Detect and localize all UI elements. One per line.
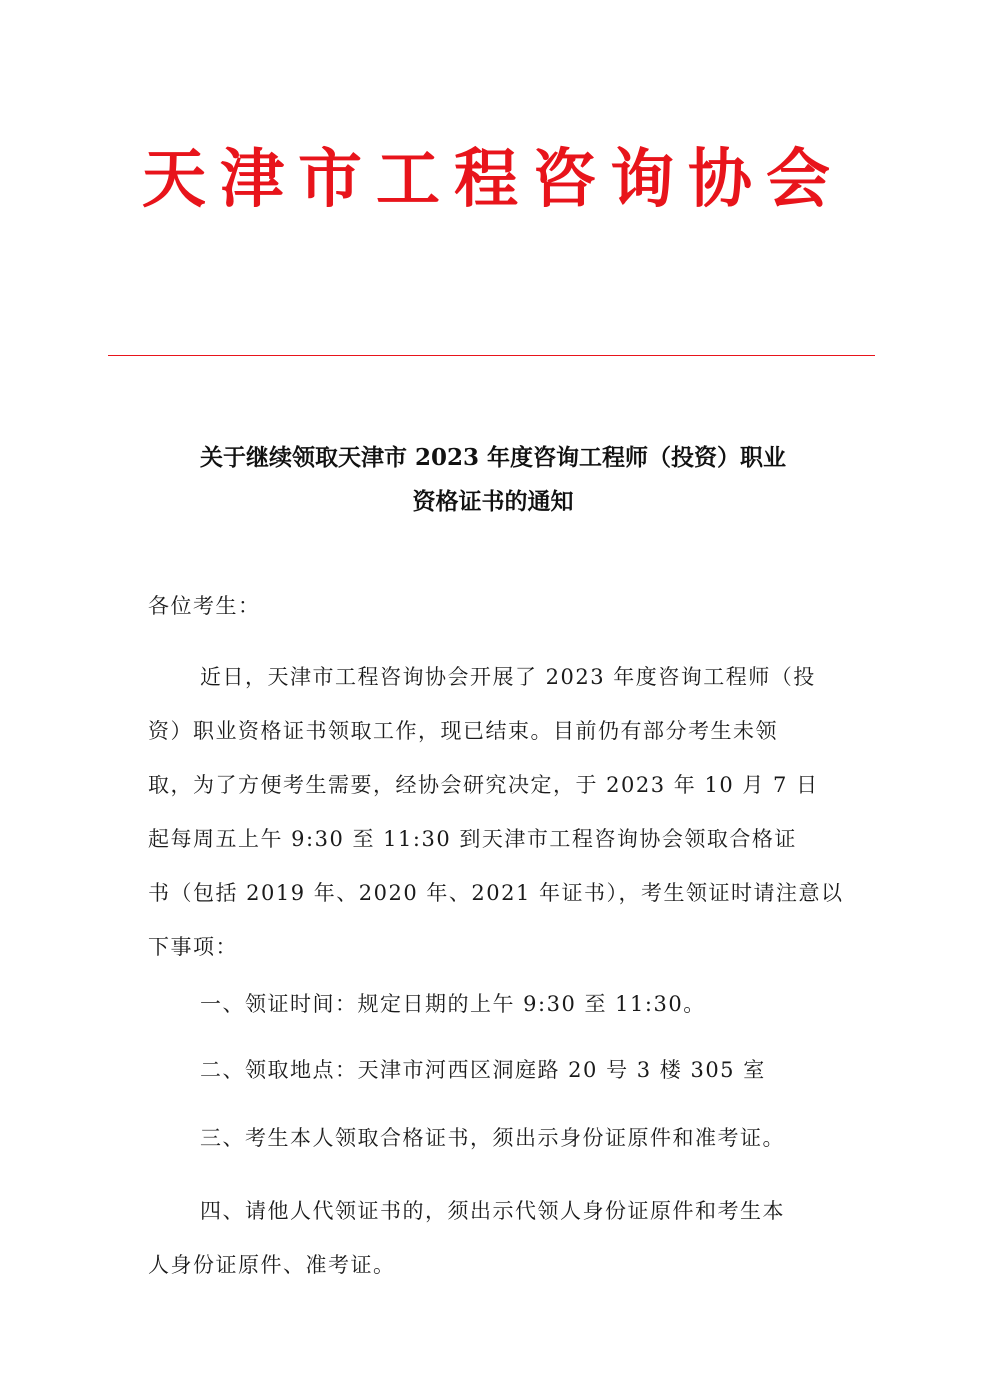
item-proxy-line-2: 人身份证原件、准考证。 — [148, 1253, 396, 1277]
notice-title — [100, 436, 886, 524]
item-self-collection: 三、考生本人领取合格证书，须出示身份证原件和准考证。 — [200, 1126, 785, 1150]
body-line-4: 起每周五上午 9:30 至 11:30 到天津市工程咨询协会领取合格证 — [148, 827, 797, 851]
notice-title-line-1: 关于继续领取天津市 2023 年度咨询工程师（投资）职业 — [199, 444, 787, 471]
letterhead-red-rule — [108, 355, 875, 356]
notice-title-line-2: 资格证书的通知 — [412, 488, 574, 515]
body-line-1: 近日，天津市工程咨询协会开展了 2023 年度咨询工程师（投 — [200, 665, 816, 689]
item-collection-time: 一、领证时间：规定日期的上午 9:30 至 11:30。 — [200, 992, 706, 1016]
body-line-2: 资）职业资格证书领取工作，现已结束。目前仍有部分考生未领 — [148, 719, 778, 743]
notice-body-paragraph — [148, 650, 848, 974]
salutation: 各位考生： — [148, 594, 261, 618]
item-proxy-line-1: 四、请他人代领证书的，须出示代领人身份证原件和考生本 — [200, 1199, 785, 1223]
organization-letterhead: 天津市工程咨询协会 — [142, 142, 844, 217]
body-line-6: 下事项： — [148, 935, 238, 959]
item-proxy-collection — [148, 1184, 848, 1292]
item-collection-location: 二、领取地点：天津市河西区洞庭路 20 号 3 楼 305 室 — [200, 1058, 766, 1082]
body-line-5: 书（包括 2019 年、2020 年、2021 年证书），考生领证时请注意以 — [148, 881, 844, 905]
body-line-3: 取，为了方便考生需要，经协会研究决定，于 2023 年 10 月 7 日 — [148, 773, 819, 797]
